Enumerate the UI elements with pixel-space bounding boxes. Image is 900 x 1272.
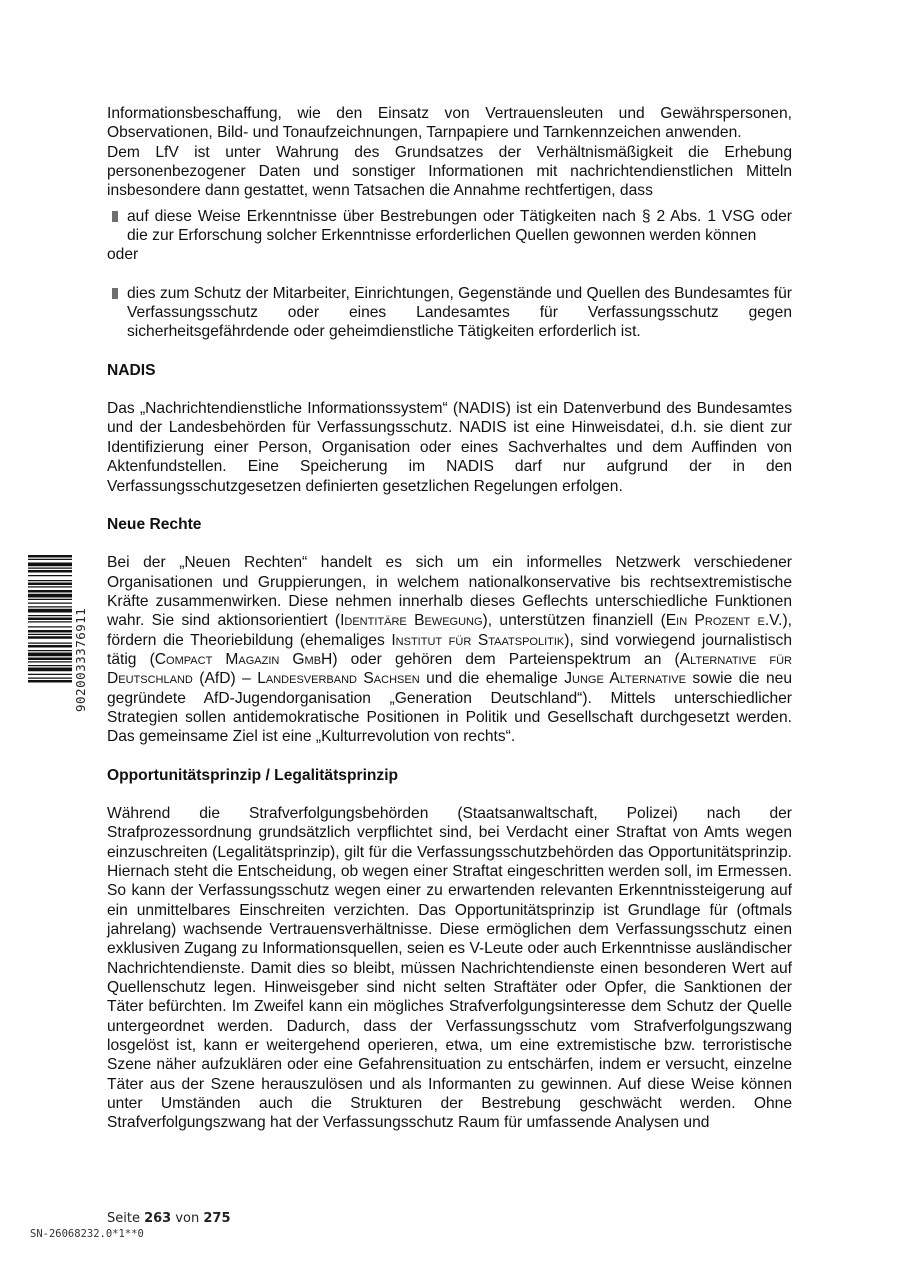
section-body-nadis: Das „Nachrichtendienstliche Informationssystem“ (NADIS) ist ein Datenverbund des Bundesamtes und der Landesbehörden für Verfassungsschutz. NADIS ist eine Hinweisdatei, d.h. sie dient zur Identifizierung einer Person, Organisation oder eines Sachverhaltes und dem Auffinden von Aktenfundstellen. Eine Speicherung im NADIS darf nur aufgrund der in den Verfassungsschutzgesetzen definierten gesetzlichen Regelungen erfolgen. <box>107 400 792 495</box>
intro-line-2: Dem LfV ist unter Wahrung des Grundsatzes der Verhältnismäßigkeit die Erhebung personenbezogener Daten und sonstiger Informationen mit nachrichtendienstlichen Mitteln insbesondere dann gestattet, wenn Tatsachen die Annahme rechtfertigen, dass <box>107 143 792 200</box>
intro-line-1: Informationsbeschaffung, wie den Einsatz von Vertrauensleuten und Gewährspersonen, Observationen, Bild- und Tonaufzeichnungen, Tarnpapiere und Tarnkennzeichen anwenden. <box>107 105 792 142</box>
org-name: Institut für Staatspolitik <box>391 631 565 649</box>
barcode-icon <box>28 555 72 713</box>
bullet-icon <box>107 207 127 222</box>
org-name: Compact Magazin GmbH <box>154 650 333 668</box>
barcode-number: 9020033376911 <box>73 607 88 712</box>
section-body-neue-rechte: Bei der „Neuen Rechten“ handelt es sich um ein informelles Netzwerk verschiedener Organisationen und Gruppierungen, in welchem nationalkonservative bis rechtsextremistische Kräfte zusammenwirken. Diese nehmen innerhalb dieses Geflechts unterschiedliche Funktionen wahr. Sie sind aktionsorientiert (Identitäre Bewegung), unterstützen finanziell (Ein Prozent e.V.), fördern die Theoriebildung (ehemaliges Institut für Staatspolitik), sind vorwiegend journalistisch tätig (Compact Magazin GmbH) oder gehören dem Parteienspektrum an (Alternative für Deutschland (AfD) – Landesverband Sachsen und die ehemalige Junge Alternative sowie die neu gegründete AfD-Jugendorganisation „Generation Deutschland“). Mittels unterschiedlicher Strategien sollen antidemokratische Positionen in Politik und Gesellschaft durchgesetzt werden. Das gemeinsame Ziel ist eine „Kulturrevolution von rechts“. <box>107 554 792 746</box>
section-heading-opportunitaet: Opportunitätsprinzip / Legalitätsprinzip <box>107 766 399 784</box>
page-number: Seite 263 von 275 <box>107 1211 231 1226</box>
bullet-text: auf diese Weise Erkenntnisse über Bestrebungen oder Tätigkeiten nach § 2 Abs. 1 VSG oder die zur Erforschung solcher Erkenntnisse erforderlichen Quellen gewonnen werden können <box>127 207 792 245</box>
bullet-icon <box>107 284 127 299</box>
org-name: Junge Alternative <box>564 670 686 688</box>
section-heading-nadis: NADIS <box>107 361 156 379</box>
org-name: Ein Prozent e.V. <box>665 612 783 630</box>
section-body-opportunitaet: Während die Strafverfolgungsbehörden (Staatsanwaltschaft, Polizei) nach der Strafprozessordnung grundsätzlich verpflichtet sind, bei Verdacht einer Straftat von Amts wegen einzuschreiten (Legalitätsprinzip), gilt für die Verfassungsschutzbehörden das Opportunitätsprinzip. Hiernach steht die Entscheidung, ob wegen einer Straftat eingeschritten werden soll, im Ermessen. So kann der Verfassungsschutz wegen einer zu erwartenden relevanten Erkenntnissteigerung auf ein unmittelbares Einschreiten verzichten. Das Opportunitätsprinzip ist Grundlage für (oftmals jahrelang) wachsende Vertrauensverhältnisse. Diese ermöglichen dem Verfassungsschutz einen exklusiven Zugang zu Informationsquellen, seien es V-Leute oder auch Erkenntnisse ausländischer Nachrichtendienste. Damit dies so bleibt, müssen Nachrichtendienste einen besonderen Wert auf Quellenschutz legen. Hinweisgeber sind nicht selten Straftäter oder Opfer, die Sanktionen der Täter befürchten. Im Zweifel kann ein mögliches Strafverfolgungsinteresse dem Schutz der Quelle untergeordnet werden. Dadurch, dass der Verfassungsschutz vom Strafverfolgungszwang losgelöst ist, kann er weitergehend operieren, etwa, um eine extremistische bzw. terroristische Szene näher aufzuklären oder eine Gefahrensituation zu entschärfen, indem er versucht, einzelne Täter aus der Szene herauszulösen und als Informanten zu gewinnen. Auf diese Weise können unter Umständen auch die Strukturen der Bestrebung geschwächt werden. Ohne Strafverfolgungszwang hat der Verfassungsschutz Raum für umfassende Analysen und <box>107 804 792 1132</box>
list-item <box>107 284 792 342</box>
bullet-text: dies zum Schutz der Mitarbeiter, Einrichtungen, Gegenstände und Quellen des Bundesamtes für Verfassungsschutz oder eines Landesamtes für Verfassungsschutz gegen sicherheitsgefährdende oder geheimdienstliche Tätigkeiten erforderlich ist. <box>127 284 792 341</box>
list-item <box>107 207 792 246</box>
document-body <box>107 104 792 1133</box>
org-name: Identitäre Bewegung <box>340 612 483 630</box>
document-id: SN-26068232.0*1**0 <box>30 1228 144 1240</box>
section-heading-neue-rechte: Neue Rechte <box>107 515 202 533</box>
connector-text: oder <box>107 246 139 264</box>
org-name: Alternative für Deutschland <box>107 650 792 688</box>
org-name: Landesverband Sachsen <box>257 670 420 688</box>
